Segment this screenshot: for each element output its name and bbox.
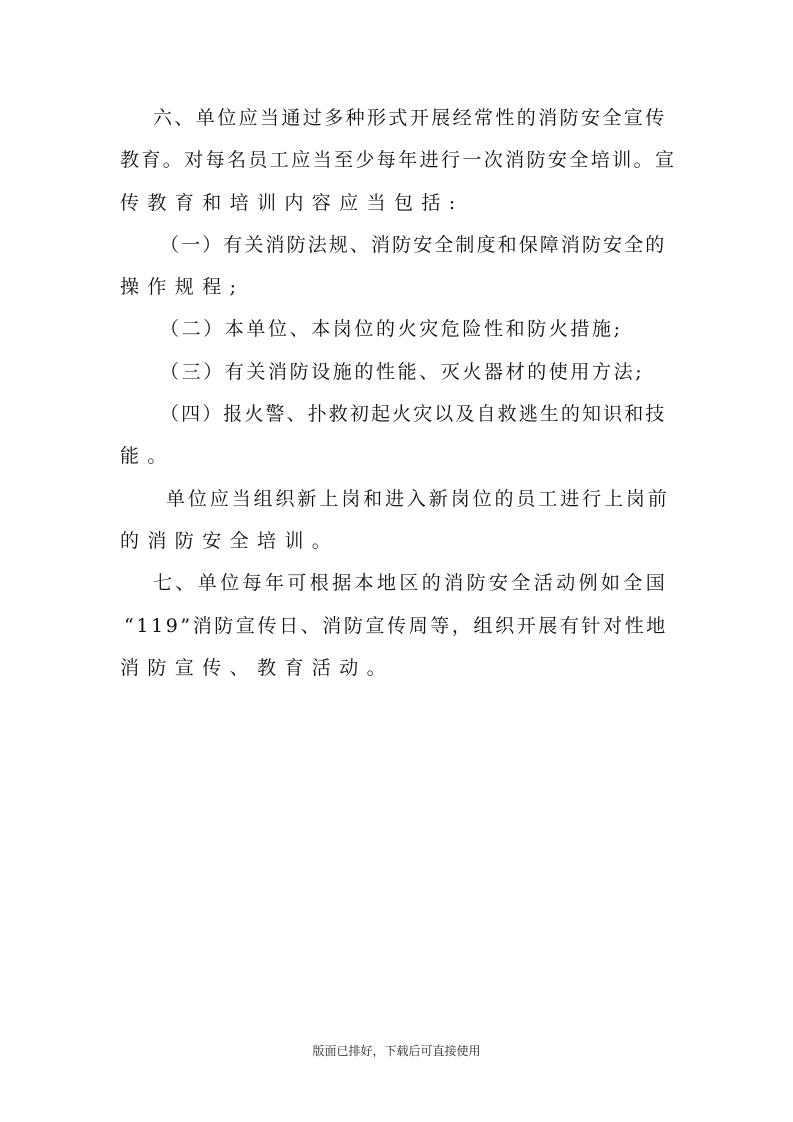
paragraph-7-line-2: “119”消防宣传日、消防宣传周等，组织开展有针对性地 xyxy=(124,614,668,637)
paragraph-6-line-3: 传教育和培训内容应当包括: xyxy=(120,191,464,214)
item-2: （二）本单位、本岗位的火灾危险性和防火措施; xyxy=(160,318,623,341)
item-4-line-1: （四）报火警、扑救初起火灾以及自救逃生的知识和技 xyxy=(160,403,667,426)
document-body xyxy=(120,97,676,689)
paragraph-7-line-1: 七、单位每年可根据本地区的消防安全活动例如全国 xyxy=(153,572,669,595)
paragraph-7-line-3: 消防宣传、教育活动。 xyxy=(120,656,395,679)
item-1-line-1: （一）有关消防法规、消防安全制度和保障消防安全的 xyxy=(160,233,667,256)
paragraph-6-line-2: 教育。对每名员工应当至少每年进行一次消防安全培训。宣 xyxy=(120,149,677,172)
training-paragraph-line-1: 单位应当组织新上岗和进入新岗位的员工进行上岗前 xyxy=(166,487,670,510)
item-1-line-2: 操作规程; xyxy=(120,276,245,299)
footer-note: 版面已排好，下载后可直接使用 xyxy=(312,1044,481,1058)
training-paragraph-line-2: 的消防安全培训。 xyxy=(120,529,340,552)
item-4-line-2: 能。 xyxy=(120,445,175,468)
paragraph-6-line-1: 六、单位应当通过多种形式开展经常性的消防安全宣传 xyxy=(153,107,667,129)
item-3: （三）有关消防设施的性能、灭火器材的使用方法; xyxy=(160,360,645,383)
